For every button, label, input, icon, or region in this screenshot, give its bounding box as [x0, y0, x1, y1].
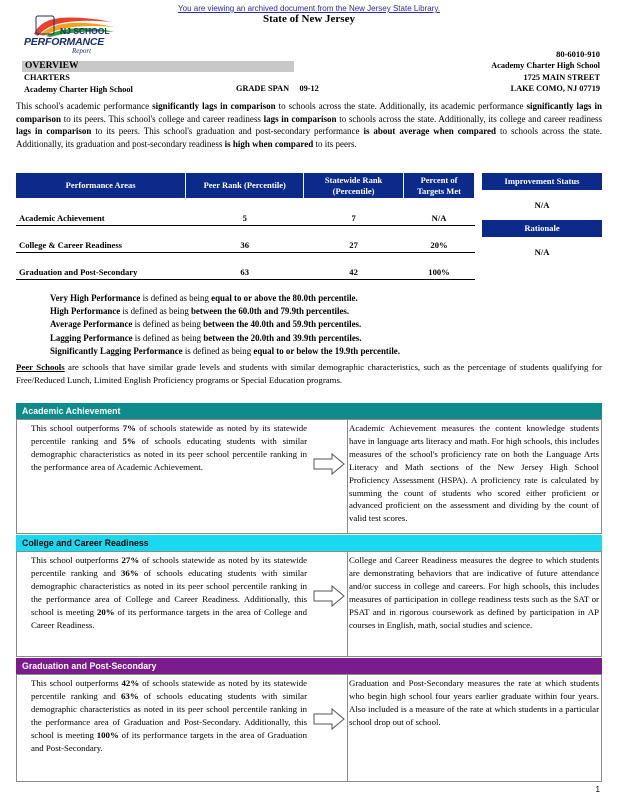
- school-code: 80-6010-910: [556, 49, 600, 59]
- text: of schools statewide as noted by its statewide percentile ranking and: [31, 423, 308, 446]
- summary-emphasis: significantly lags in comparison: [152, 101, 276, 111]
- summary-text: to schools across the state. Additionally, its academic performance: [275, 101, 527, 111]
- text: This school outperforms: [31, 555, 122, 565]
- logo-line3: Report: [72, 47, 92, 55]
- school-name-right: Academy Charter High School: [491, 61, 600, 70]
- column-divider: [347, 675, 348, 781]
- statewide-percent: 7%: [122, 423, 136, 433]
- section-header-graduation: Graduation and Post-Secondary: [16, 658, 602, 674]
- column-divider: [347, 552, 348, 656]
- row-area: Graduation and Post-Secondary: [16, 252, 186, 279]
- right-arrow-icon: [312, 452, 346, 476]
- address-line1: 1725 MAIN STREET: [523, 72, 600, 82]
- text: of its performance targets in the area of College and Career Readiness.: [31, 606, 307, 630]
- table-row: [16, 252, 475, 279]
- section-college-career: [16, 551, 602, 657]
- targets-percent: 20%: [97, 606, 115, 617]
- definition-name: Very High Performance: [50, 293, 141, 303]
- definition-item: [50, 305, 400, 318]
- definition-name: Average Performance: [50, 319, 133, 330]
- peer-schools-text: are schools that have similar grade levels and students with similar demographic characteristics, such as the percentage of students qualifying for Free/Reduced Lunch, Limited English Proficiency programs or Special Education programs.: [16, 362, 602, 385]
- definition-rule: equal to or above the 80.0th percentile.: [211, 293, 358, 303]
- row-peer-rank: 5: [186, 198, 304, 225]
- col-targets-met: Percent of Targets Met: [404, 173, 475, 198]
- text: of schools educating students with similar demographic characteristics as noted in its peer school percentile ranking in the performance area of Graduation and Post-Secondary. Additionally, this school is meeting: [31, 690, 307, 740]
- col-performance-areas: Performance Areas: [16, 173, 186, 198]
- text: This school outperforms: [31, 423, 123, 433]
- definition-text: is defined as being: [132, 319, 204, 330]
- nj-school-performance-logo: [20, 14, 116, 64]
- text: of its performance targets in the area of Graduation and Post-Secondary.: [31, 729, 307, 753]
- peer-percent: 63%: [121, 690, 139, 701]
- row-statewide-rank: 42: [304, 252, 404, 279]
- state-title: State of New Jersey: [263, 13, 355, 25]
- summary-text: to its peers. This school's graduation and post-secondary performance: [91, 126, 364, 137]
- definition-item: [50, 292, 400, 305]
- grade-span: [236, 84, 319, 93]
- summary-emphasis: is high when compared: [224, 138, 314, 149]
- grade-span-value: 09-12: [299, 84, 319, 93]
- logo-line2: PERFORMANCE: [24, 36, 105, 48]
- rationale-value: N/A: [534, 247, 550, 257]
- performance-summary: [16, 100, 602, 150]
- definition-name: Significantly Lagging Performance: [50, 345, 183, 356]
- summary-text: to its peers. This school's college and career readiness: [61, 113, 264, 124]
- rationale-header: Rationale: [482, 220, 602, 237]
- graduation-summary: [31, 677, 307, 754]
- targets-percent: 100%: [96, 729, 119, 740]
- peer-percent: 36%: [121, 567, 139, 578]
- page-number: 1: [595, 785, 600, 794]
- row-targets-met: 20%: [404, 225, 475, 252]
- row-peer-rank: 36: [186, 225, 304, 252]
- peer-schools-note: [16, 361, 602, 386]
- definition-text: is defined as being: [140, 293, 212, 303]
- peer-schools-label: Peer Schools: [16, 362, 65, 372]
- logo-line1: NJ SCHOOL: [60, 26, 110, 36]
- row-area: Academic Achievement: [16, 198, 186, 225]
- text: of schools statewide as noted by its statewide percentile ranking and: [31, 678, 308, 701]
- statewide-percent: 27%: [121, 555, 140, 565]
- summary-text: to schools across the state. Additionally, its college and career readiness: [336, 113, 603, 124]
- academic-summary: [31, 422, 307, 474]
- grade-span-label: GRADE SPAN: [236, 84, 290, 93]
- section-academic-achievement: [16, 419, 602, 534]
- address-line2: LAKE COMO, NJ 07719: [510, 84, 600, 93]
- statewide-percent: 42%: [121, 678, 140, 688]
- table-row: [16, 225, 475, 252]
- column-divider: [347, 420, 348, 533]
- row-statewide-rank: 7: [304, 198, 404, 225]
- school-name-left: Academy Charter High School: [24, 85, 133, 94]
- definition-rule: between the 60.0th and 79.9th percentiles.: [191, 306, 350, 317]
- definition-text: is defined as being: [132, 332, 204, 343]
- performance-definitions: [50, 292, 400, 358]
- school-address-block: [491, 60, 600, 95]
- row-targets-met: N/A: [404, 198, 475, 225]
- summary-text: to its peers.: [313, 138, 357, 149]
- section-graduation: [16, 674, 602, 782]
- definition-text: is defined as being: [182, 345, 254, 356]
- performance-table: [16, 173, 475, 280]
- peer-percent: 5%: [122, 435, 136, 446]
- summary-text: to schools across the state. Additionally, its graduation and post-secondary readiness: [16, 126, 602, 149]
- academic-description: Academic Achievement measures the content knowledge students have in language arts literacy and math. For high schools, this includes measures of the school's proficiency rate on both the Language Arts Literacy and Math sections of the New Jersey High School Proficiency Assessment (HSPA). A proficiency rate is calculated by summing the count of students who scored either proficient or advanced proficient on the assessment and dividing by the count of valid test scores.: [349, 423, 599, 524]
- summary-emphasis: lags in comparison: [16, 126, 92, 137]
- section-header-academic-achievement: Academic Achievement: [16, 403, 602, 419]
- row-area: College & Career Readiness: [16, 225, 186, 252]
- row-peer-rank: 63: [186, 252, 304, 279]
- definition-text: is defined as being: [120, 306, 191, 317]
- text: This school outperforms: [31, 678, 122, 688]
- definition-rule: equal to or below the 19.9th percentile.: [253, 345, 400, 356]
- improvement-status-header: Improvement Status: [482, 173, 602, 190]
- right-arrow-icon: [312, 707, 346, 731]
- summary-emphasis: significantly lags in comparison: [16, 101, 603, 124]
- definition-rule: between the 40.0th and 59.9th percentiles.: [203, 319, 362, 330]
- graduation-description: Graduation and Post-Secondary measures the rate at which students who begin high school four years earlier graduate within four years. Also included is a measure of the rate at which students in a particular school drop out of school.: [349, 678, 599, 727]
- summary-emphasis: is about average when compared: [363, 126, 497, 137]
- right-arrow-icon: [312, 584, 346, 608]
- improvement-status-panel: [482, 173, 602, 267]
- archive-notice-link[interactable]: You are viewing an archived document from the New Jersey State Library.: [178, 4, 440, 13]
- overview-label: OVERVIEW: [22, 61, 294, 72]
- college-summary: [31, 554, 307, 631]
- district-name: CHARTERS: [24, 73, 70, 82]
- college-description: College and Career Readiness measures the degree to which students are demonstrating behaviors that are indicative of future attendance and/or success in college and careers. For high schools, this includes measures of participation in college readiness tests such as the SAT or PSAT and in rigorous coursework as defined by participation in AP courses in English, math, social studies and science.: [349, 555, 599, 630]
- definition-name: High Performance: [50, 306, 121, 317]
- summary-text: This school's academic performance: [16, 101, 153, 111]
- col-peer-rank: Peer Rank (Percentile): [186, 173, 304, 198]
- summary-emphasis: lags in comparison: [263, 113, 337, 124]
- row-targets-met: 100%: [404, 252, 475, 279]
- definition-item: [50, 345, 400, 358]
- table-header-row: [16, 173, 475, 198]
- definition-item: [50, 318, 400, 331]
- text: of schools statewide as noted by its statewide percentile ranking and: [31, 555, 308, 578]
- row-statewide-rank: 27: [304, 225, 404, 252]
- definition-rule: between the 20.0th and 39.9th percentiles.: [203, 332, 362, 343]
- improvement-status-value: N/A: [534, 200, 550, 210]
- definition-item: [50, 332, 400, 345]
- definition-name: Lagging Performance: [50, 332, 133, 343]
- section-header-college-career: College and Career Readiness: [16, 535, 602, 551]
- text: of schools educating students with similar demographic characteristics as noted in its peer school percentile ranking in the performance area of Academic Achievement.: [31, 435, 307, 472]
- table-row: [16, 198, 475, 225]
- col-statewide-rank: Statewide Rank (Percentile): [304, 173, 404, 198]
- text: of schools educating students with similar demographic characteristics as noted in its peer school percentile ranking in the performance area of College and Career Readiness. Additionally, this school is meeting: [31, 567, 307, 617]
